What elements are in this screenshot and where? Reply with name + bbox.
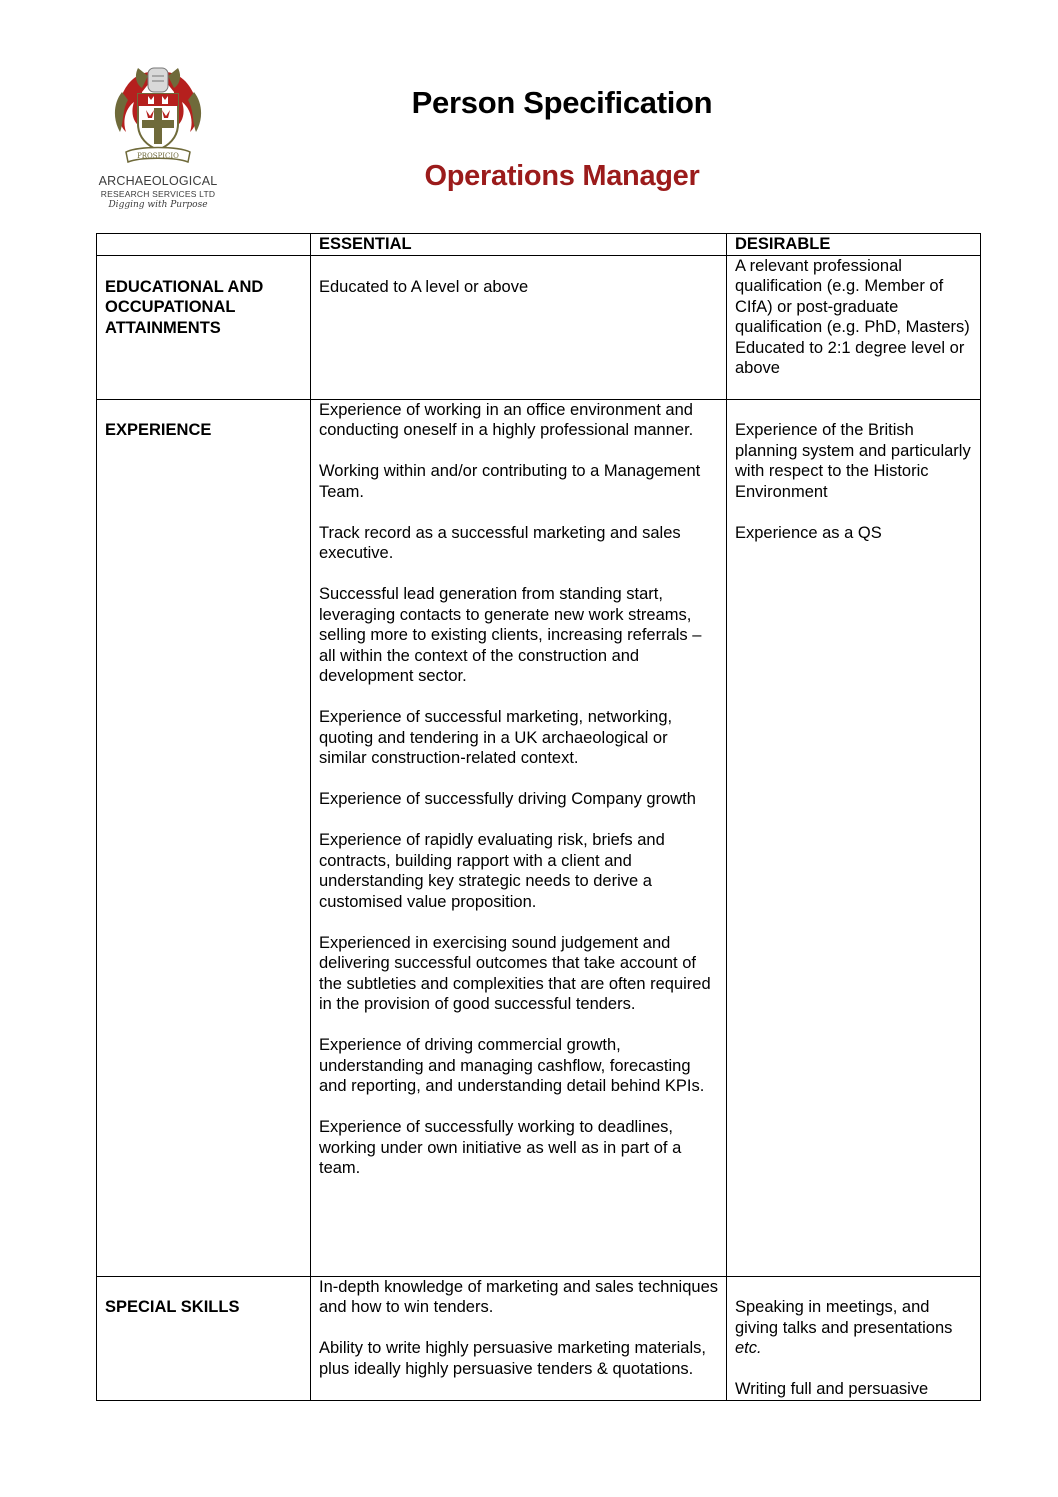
table-header-row [97,234,981,256]
table-row [97,1276,981,1400]
essential-item: Experienced in exercising sound judgement and delivering successful outcomes that take account of the subtleties and complexities that are often required in the provision of good successful tenders. [319,933,711,1013]
row-label: EDUCATIONAL AND OCCUPATIONAL ATTAINMENTS [105,277,264,337]
desirable-emphasis: etc. [735,1339,762,1357]
page-subtitle: Operations Manager [424,160,700,192]
desirable-cell [727,1276,981,1400]
crest-motto: PROSPICIO [137,152,179,160]
desirable-item [735,1277,972,1359]
header-desirable: DESIRABLE [727,234,981,256]
desirable-cell [727,255,981,399]
essential-item: Experience of working in an office environment and conducting oneself in a highly professional manner. [319,400,694,439]
essential-item: Experience of successfully driving Company growth [319,790,696,808]
essential-cell [311,399,727,1276]
table-row [97,399,981,1276]
desirable-item: Experience as a QS [735,523,882,542]
desirable-cell [727,399,981,1276]
essential-item: In-depth knowledge of marketing and sales techniques and how to win tenders. [319,1277,719,1316]
row-label: SPECIAL SKILLS [105,1298,240,1316]
table-row [97,255,981,399]
header-blank [97,234,311,256]
essential-item: Experience of driving commercial growth, understanding and managing cashflow, forecasting and reporting, and understanding detail behind KPIs. [319,1036,705,1095]
logo-tagline: Digging with Purpose [108,200,208,210]
logo-company-name: ARCHAEOLOGICAL [98,174,218,188]
row-label-cell [97,399,311,1276]
desirable-text: Speaking in meetings, and giving talks and presentations [735,1298,953,1337]
row-label-cell [97,255,311,399]
essential-item: Working within and/or contributing to a Management Team. [319,462,701,501]
essential-cell [311,1276,727,1400]
logo-company-subname: RESEARCH SERVICES LTD [100,189,216,199]
desirable-item: Educated to 2:1 degree level or above [735,338,965,377]
header-essential: ESSENTIAL [311,234,727,256]
essential-item: Ability to write highly persuasive marketing materials, plus ideally highly persuasive tenders & quotations. [319,1339,706,1378]
essential-item: Educated to A level or above [319,277,529,296]
page-title: Person Specification [411,85,713,120]
essential-cell [311,255,727,399]
specification-table [96,233,981,1401]
desirable-item: A relevant professional qualification (e.g. Member of CIfA) or post-graduate qualification (e.g. PhD, Masters) [735,256,970,336]
essential-item: Successful lead generation from standing start, leveraging contacts to generate new work streams, selling more to existing clients, increasing referrals – all within the context of the construction and development sector. [319,585,702,685]
essential-item: Experience of successfully working to deadlines, working under own initiative as well as in part of a team. [319,1118,682,1177]
essential-item: Experience of rapidly evaluating risk, briefs and contracts, building rapport with a client and understanding key strategic needs to derive a customised value proposition. [319,831,665,911]
row-label-cell [97,1276,311,1400]
row-label: EXPERIENCE [105,421,212,439]
essential-item: Track record as a successful marketing and sales executive. [319,523,681,562]
desirable-item: Experience of the British planning system and particularly with respect to the Historic Environment [735,421,971,501]
desirable-item: Writing full and persuasive [735,1380,929,1398]
essential-item: Experience of successful marketing, networking, quoting and tendering in a UK archaeological or similar construction-related context. [319,708,673,767]
